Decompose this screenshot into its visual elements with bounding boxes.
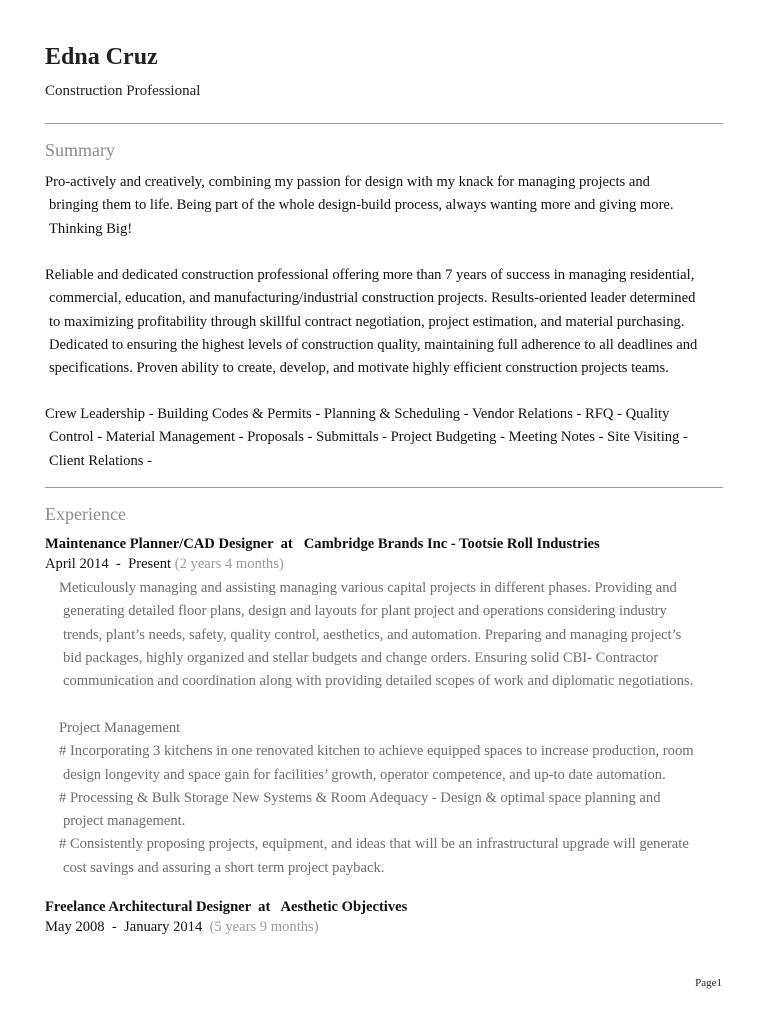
job-title: Freelance Architectural Designer at Aesthetic Objectives <box>45 899 408 915</box>
summary-paragraph-1 <box>45 171 725 241</box>
summary-skills-paragraph <box>45 403 725 473</box>
job-description-line: design longevity and space gain for facilities’ growth, operator competence, and up-to date automation. <box>63 766 666 783</box>
summary-line: commercial, education, and manufacturing/industrial construction projects. Results-oriented leader determined <box>49 290 696 307</box>
job-title: Maintenance Planner/CAD Designer at Cambridge Brands Inc - Tootsie Roll Industries <box>45 536 600 552</box>
summary-line: Pro-actively and creatively, combining my passion for design with my knack for managing projects and <box>45 174 650 190</box>
job-date-range: May 2008 - January 2014 <box>45 919 210 935</box>
summary-line: bringing them to life. Being part of the whole design-build process, always wanting more and giving more. <box>49 197 674 214</box>
job-description <box>59 577 729 693</box>
summary-line: Thinking Big! <box>49 220 133 237</box>
summary-line: specifications. Proven ability to create, develop, and motivate highly efficient construction projects teams. <box>49 360 669 377</box>
job-description-line: Meticulously managing and assisting managing various capital projects in different phases. Providing and <box>59 580 677 596</box>
skills-line: Control - Material Management - Proposals - Submittals - Project Budgeting - Meeting Notes - Site Visiting - <box>49 429 688 446</box>
job-dates <box>45 919 319 936</box>
section-divider <box>45 123 723 124</box>
section-divider <box>45 487 723 488</box>
job-project-management <box>59 717 729 880</box>
experience-heading: Experience <box>45 504 126 524</box>
summary-line: to maximizing profitability through skillful contract negotiation, project estimation, and material purchasing. <box>49 313 685 330</box>
job-duration: (2 years 4 months) <box>174 556 284 572</box>
summary-paragraph-2 <box>45 264 725 380</box>
job-dates <box>45 556 284 573</box>
skills-line: Crew Leadership - Building Codes & Permits - Planning & Scheduling - Vendor Relations - RFQ - Quality <box>45 406 670 422</box>
job-description-line: # Consistently proposing projects, equipment, and ideas that will be an infrastructural upgrade will generate <box>59 836 689 853</box>
job-description-line: trends, plant’s needs, safety, quality control, aesthetics, and automation. Preparing and managing project’s <box>63 626 682 643</box>
page-number: Page1 <box>695 977 722 989</box>
job-description-line: # Processing & Bulk Storage New Systems & Room Adequacy - Design & optimal space planning and <box>59 789 661 806</box>
job-description-line: communication and coordination along with providing detailed scopes of work and diplomatic negotiations. <box>63 673 694 690</box>
job-description-line: cost savings and assuring a short term project payback. <box>63 859 385 876</box>
job-description-line: project management. <box>63 813 186 830</box>
job-description-line: generating detailed floor plans, design and layouts for plant project and operations considering industry <box>63 603 667 620</box>
job-description-line: bid packages, highly organized and stellar budgets and change orders. Ensuring solid CBI- Contractor <box>63 649 659 666</box>
job-date-range: April 2014 - Present <box>45 556 175 572</box>
summary-line: Dedicated to ensuring the highest levels of construction quality, maintaining full adherence to all deadlines and <box>49 336 698 353</box>
candidate-headline: Construction Professional <box>45 83 201 99</box>
candidate-name: Edna Cruz <box>45 44 158 70</box>
job-description-line: Project Management <box>59 720 181 736</box>
skills-line: Client Relations - <box>49 452 152 469</box>
job-description-line: # Incorporating 3 kitchens in one renovated kitchen to achieve equipped spaces to increase production, room <box>59 743 694 760</box>
job-duration: (5 years 9 months) <box>209 919 319 935</box>
summary-line: Reliable and dedicated construction professional offering more than 7 years of success in managing residential, <box>45 267 695 283</box>
summary-heading: Summary <box>45 140 115 160</box>
